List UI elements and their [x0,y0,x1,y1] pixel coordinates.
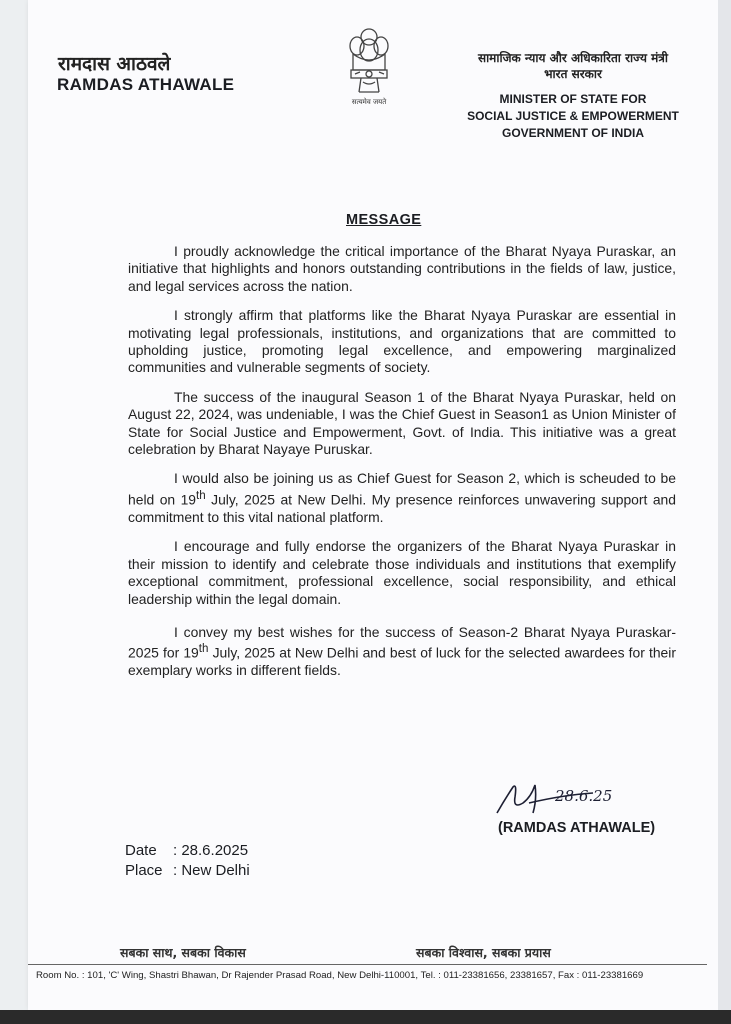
date-value: : 28.6.2025 [173,842,249,859]
minister-name-hindi: रामदास आठवले [58,53,171,75]
message-body [128,243,676,692]
paragraph-4 [128,470,676,526]
title-hindi-line1: सामाजिक न्याय और अधिकारिता राज्य मंत्री [477,51,669,65]
paragraph-6 [128,624,676,680]
signature-date: 28.6.25 [555,787,613,805]
minister-title-hindi [448,50,698,82]
title-english-line1: MINISTER OF STATE FOR [499,92,647,106]
background-bottom [0,1010,731,1024]
background-edge [718,0,731,1010]
paragraph-2: I strongly affirm that platforms like the Bharat Nyaya Puraskar are essential in motivating legal professionals, institutions, and organizations that are committed to upholding justice, promoting legal excellence, and empowering marginalized communities and vulnerable segments of society. [128,307,676,376]
letter-page [28,0,718,1010]
slogan-left: सबका साथ, सबका विकास [120,945,246,960]
place-line [125,862,250,879]
message-heading: MESSAGE [346,212,422,228]
footer-address: Room No. : 101, 'C' Wing, Shastri Bhawan, Dr Rajender Prasad Road, New Delhi-110001, Tel. : 011-23381656, 23381657, Fax : 011-23381669 [36,970,644,981]
minister-name-english: RAMDAS ATHAWALE [57,75,235,94]
ordinal-suffix: th [196,489,206,502]
paragraph-6-start: I convey my best wishes for the success of Season-2 Bharat Nyaya Puraskar-2025 for 19 [128,623,676,661]
title-english-line3: GOVERNMENT OF INDIA [501,126,644,140]
national-emblem [341,24,397,110]
footer-divider [28,964,707,965]
emblem-motto: सत्यमेव जयते [351,98,387,106]
date-label: Date [125,842,157,859]
national-emblem-icon [341,24,397,98]
signatory-name: (RAMDAS ATHAWALE) [498,820,656,836]
title-english-line2: SOCIAL JUSTICE & EMPOWERMENT [467,109,679,123]
paragraph-6-end: July, 2025 at New Delhi and best of luck for the selected awardees for their exemplary works in different fields. [128,644,676,679]
minister-title-english [448,91,698,142]
date-line [125,842,248,859]
place-value: : New Delhi [173,862,250,879]
handwritten-signature [493,773,633,823]
title-hindi-line2: भारत सरकार [544,67,602,81]
place-label: Place [125,862,163,879]
paragraph-4-end: July, 2025 at New Delhi. My presence reinforces unwavering support and commitment to this vital national platform. [128,491,677,525]
paragraph-5: I encourage and fully endorse the organizers of the Bharat Nyaya Puraskar in their mission to identify and celebrate those individuals and institutions that exemplify exceptional commitment, professional excellence, social responsibility, and ethical leadership within the legal domain. [128,538,676,607]
slogan-right: सबका विश्वास, सबका प्रयास [416,945,551,960]
paragraph-4-start: I would also be joining us as Chief Guest for Season 2, which is scheuded to be held on 19 [128,470,676,508]
paragraph-1: I proudly acknowledge the critical importance of the Bharat Nyaya Puraskar, an initiative that highlights and honors outstanding contributions in the fields of law, justice, and legal services across the nation. [128,243,676,294]
paragraph-3: The success of the inaugural Season 1 of the Bharat Nyaya Puraskar, held on August 22, 2024, was undeniable, I was the Chief Guest in Season1 as Union Minister of State for Social Justice and Empowerment, Govt. of India. This initiative was a great celebration by Bharat Nayaye Puruskar. [128,388,676,458]
ordinal-suffix: th [198,643,209,656]
